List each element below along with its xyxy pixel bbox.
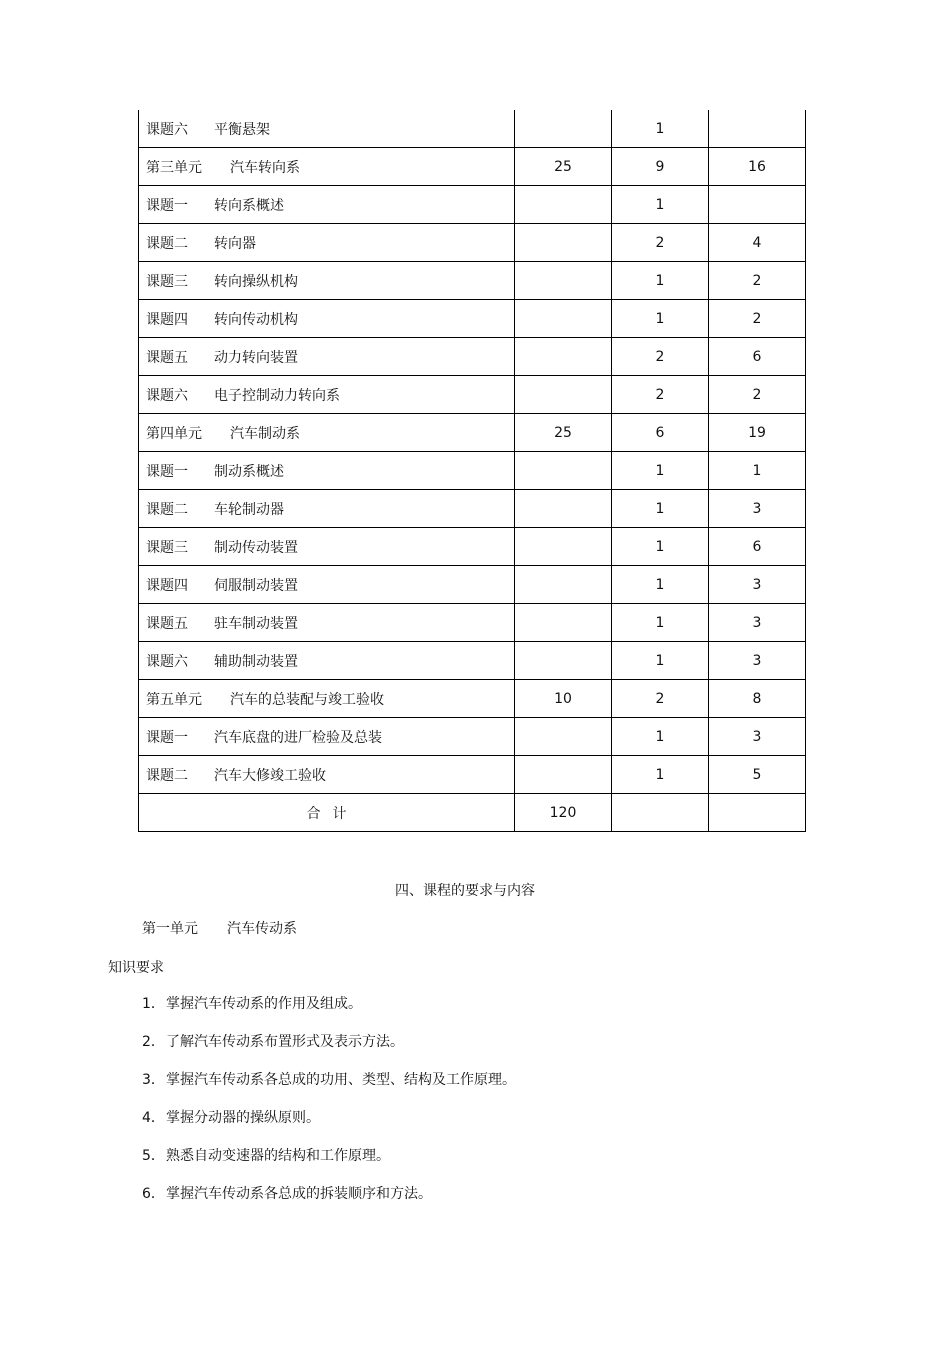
row-theory: 1 — [612, 528, 709, 566]
row-practice: 6 — [709, 528, 806, 566]
table-row — [139, 604, 806, 642]
item-number: 6． — [142, 1186, 165, 1202]
row-code: 课题二 — [146, 501, 188, 518]
row-total: 25 — [515, 414, 612, 452]
item-text: 掌握汽车传动系各总成的功用、类型、结构及工作原理。 — [166, 1072, 516, 1088]
row-title: 电子控制动力转向系 — [214, 387, 340, 404]
row-total: 10 — [515, 680, 612, 718]
row-total — [515, 452, 612, 490]
row-total — [515, 528, 612, 566]
row-title-cell — [139, 528, 515, 566]
table-row — [139, 718, 806, 756]
row-practice: 2 — [709, 376, 806, 414]
total-label-cell — [139, 794, 515, 832]
row-practice: 4 — [709, 224, 806, 262]
list-item — [142, 1033, 516, 1071]
table-row — [139, 110, 806, 148]
list-item — [142, 1147, 516, 1185]
row-title-cell — [139, 148, 515, 186]
row-title-cell — [139, 376, 515, 414]
table-row — [139, 338, 806, 376]
item-number: 1． — [142, 996, 165, 1012]
row-total — [515, 338, 612, 376]
row-title: 制动系概述 — [214, 463, 284, 480]
row-title-cell — [139, 718, 515, 756]
table-row — [139, 528, 806, 566]
item-text: 掌握汽车传动系的作用及组成。 — [166, 996, 362, 1012]
row-total — [515, 300, 612, 338]
row-code: 课题一 — [146, 197, 188, 214]
row-practice: 19 — [709, 414, 806, 452]
row-theory: 6 — [612, 414, 709, 452]
row-code: 课题六 — [146, 121, 188, 138]
table-row — [139, 642, 806, 680]
row-practice: 3 — [709, 604, 806, 642]
row-title-cell — [139, 262, 515, 300]
row-title: 制动传动装置 — [214, 539, 298, 556]
row-practice: 3 — [709, 490, 806, 528]
unit-code: 第一单元 — [142, 921, 198, 937]
total-practice — [709, 794, 806, 832]
table-row — [139, 756, 806, 794]
item-text: 掌握汽车传动系各总成的拆装顺序和方法。 — [166, 1186, 432, 1202]
row-theory: 9 — [612, 148, 709, 186]
row-code: 课题一 — [146, 729, 188, 746]
row-total — [515, 110, 612, 148]
row-practice: 8 — [709, 680, 806, 718]
item-text: 掌握分动器的操纵原则。 — [166, 1110, 320, 1126]
row-code: 课题四 — [146, 577, 188, 594]
table-row — [139, 452, 806, 490]
total-label-a: 合 — [306, 805, 321, 822]
row-code: 课题二 — [146, 767, 188, 784]
row-title-cell — [139, 300, 515, 338]
row-total — [515, 186, 612, 224]
row-code: 第四单元 — [146, 425, 202, 442]
row-theory: 1 — [612, 718, 709, 756]
row-theory: 2 — [612, 680, 709, 718]
row-theory: 2 — [612, 224, 709, 262]
row-theory: 1 — [612, 566, 709, 604]
row-title: 驻车制动装置 — [214, 615, 298, 632]
row-practice: 6 — [709, 338, 806, 376]
row-code: 课题六 — [146, 387, 188, 404]
row-title-cell — [139, 604, 515, 642]
list-item — [142, 1071, 516, 1109]
table-row-unit — [139, 680, 806, 718]
list-item — [142, 995, 516, 1033]
row-code: 课题四 — [146, 311, 188, 328]
row-title-cell — [139, 490, 515, 528]
unit-title: 汽车传动系 — [227, 921, 297, 937]
table-row — [139, 490, 806, 528]
row-code: 课题五 — [146, 349, 188, 366]
row-title-cell — [139, 110, 515, 148]
row-title: 汽车底盘的进厂检验及总装 — [214, 729, 382, 746]
unit-heading — [142, 918, 297, 938]
row-total — [515, 376, 612, 414]
table-row — [139, 300, 806, 338]
item-number: 2． — [142, 1034, 165, 1050]
row-title: 平衡悬架 — [214, 121, 270, 138]
row-title-cell — [139, 642, 515, 680]
row-total — [515, 224, 612, 262]
table-row — [139, 376, 806, 414]
total-label-b: 计 — [332, 805, 347, 822]
row-title-cell — [139, 338, 515, 376]
row-practice: 2 — [709, 262, 806, 300]
row-theory: 1 — [612, 262, 709, 300]
course-hours-table — [138, 110, 806, 832]
row-title-cell — [139, 186, 515, 224]
row-title: 汽车大修竣工验收 — [214, 767, 326, 784]
list-item — [142, 1109, 516, 1147]
row-practice — [709, 186, 806, 224]
row-title: 转向操纵机构 — [214, 273, 298, 290]
row-total: 25 — [515, 148, 612, 186]
row-title: 汽车制动系 — [230, 425, 300, 442]
total-hours: 120 — [515, 794, 612, 832]
row-theory: 1 — [612, 110, 709, 148]
table-body — [139, 110, 806, 832]
row-theory: 1 — [612, 452, 709, 490]
row-title: 转向传动机构 — [214, 311, 298, 328]
row-code: 课题一 — [146, 463, 188, 480]
row-theory: 1 — [612, 604, 709, 642]
table-total-row — [139, 794, 806, 832]
row-title: 伺服制动装置 — [214, 577, 298, 594]
row-practice: 3 — [709, 718, 806, 756]
row-total — [515, 262, 612, 300]
item-number: 3． — [142, 1072, 165, 1088]
row-practice: 16 — [709, 148, 806, 186]
table-row — [139, 186, 806, 224]
row-code: 课题三 — [146, 273, 188, 290]
row-total — [515, 756, 612, 794]
requirement-list — [142, 995, 516, 1223]
row-total — [515, 566, 612, 604]
row-theory: 1 — [612, 300, 709, 338]
row-title: 动力转向装置 — [214, 349, 298, 366]
row-code: 第三单元 — [146, 159, 202, 176]
row-title-cell — [139, 680, 515, 718]
row-total — [515, 642, 612, 680]
row-title: 汽车的总装配与竣工验收 — [230, 691, 384, 708]
total-theory — [612, 794, 709, 832]
row-theory: 1 — [612, 756, 709, 794]
row-title: 辅助制动装置 — [214, 653, 298, 670]
row-total — [515, 604, 612, 642]
row-code: 课题二 — [146, 235, 188, 252]
item-text: 熟悉自动变速器的结构和工作原理。 — [166, 1148, 390, 1164]
item-number: 4． — [142, 1110, 165, 1126]
table-row-unit — [139, 414, 806, 452]
row-practice — [709, 110, 806, 148]
row-theory: 1 — [612, 642, 709, 680]
row-practice: 3 — [709, 566, 806, 604]
table-row-unit — [139, 148, 806, 186]
item-text: 了解汽车传动系布置形式及表示方法。 — [166, 1034, 404, 1050]
section-heading: 四、课程的要求与内容 — [395, 883, 535, 899]
table-row — [139, 566, 806, 604]
item-number: 5． — [142, 1148, 165, 1164]
row-code: 课题三 — [146, 539, 188, 556]
row-title-cell — [139, 414, 515, 452]
row-total — [515, 718, 612, 756]
row-title-cell — [139, 452, 515, 490]
row-theory: 2 — [612, 338, 709, 376]
requirement-label: 知识要求 — [108, 960, 164, 976]
row-title-cell — [139, 756, 515, 794]
row-title-cell — [139, 224, 515, 262]
row-title: 转向器 — [214, 235, 256, 252]
row-theory: 1 — [612, 490, 709, 528]
row-theory: 1 — [612, 186, 709, 224]
row-title: 汽车转向系 — [230, 159, 300, 176]
row-title: 车轮制动器 — [214, 501, 284, 518]
row-title: 转向系概述 — [214, 197, 284, 214]
row-practice: 5 — [709, 756, 806, 794]
row-title-cell — [139, 566, 515, 604]
total-label — [301, 806, 353, 822]
row-total — [515, 490, 612, 528]
row-practice: 1 — [709, 452, 806, 490]
row-practice: 2 — [709, 300, 806, 338]
row-code: 第五单元 — [146, 691, 202, 708]
list-item — [142, 1185, 516, 1223]
table-row — [139, 224, 806, 262]
row-code: 课题六 — [146, 653, 188, 670]
table-row — [139, 262, 806, 300]
row-code: 课题五 — [146, 615, 188, 632]
row-practice: 3 — [709, 642, 806, 680]
row-theory: 2 — [612, 376, 709, 414]
